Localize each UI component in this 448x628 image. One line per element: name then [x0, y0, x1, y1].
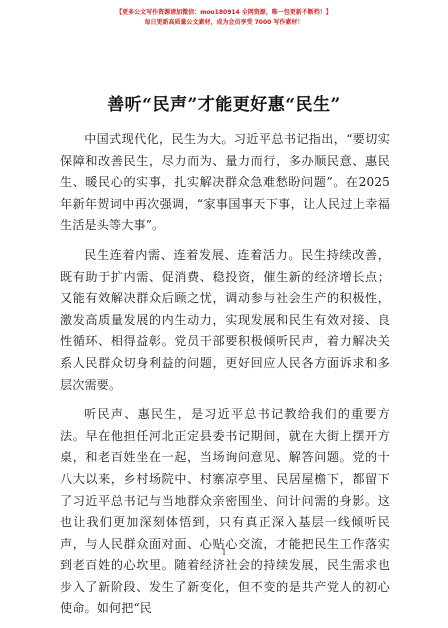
- page-number: 1: [221, 548, 227, 557]
- promo-banner-line-1: 【更多公文写作资源请加微信：moo180914 全网资源，唯一包更新不断档！】: [116, 9, 332, 16]
- paragraph: 中国式现代化，民生为大。习近平总书记指出，“要切实保障和改善民生，尽力而为、量力而行，多办顺民意、惠民生、暖民心的实事，扎实解决群众急难愁盼问题”。在2025年新年贺词中再次强调，“家事国事天下事，让人民过上幸福生活是头等大事”。: [60, 132, 390, 233]
- paragraph: 听民声、惠民生，是习近平总书记教给我们的重要方法。早在他担任河北正定县委书记期间，就在大街上摆开方桌，和老百姓坐在一起，当场询问意见、解答问题。党的十八大以来，乡村场院中、村寨凉亭里、民居屋檐下，都留下了习近平总书记与当地群众亲密围坐、问计问需的身影。这也让我们更加深刻体悟到，只有真正深入基层一线倾听民声，与人民群众面对面、心贴心交流，才能把民生工作落实到老百姓的心坎里。随着经济社会的持续发展，民生需求也步入了新阶段、发生了新变化，但不变的是共产党人的初心使命。如何把“民: [60, 407, 390, 616]
- document-title: 善听“民声”才能更好惠“民生”: [107, 95, 341, 115]
- promo-banner: [0, 8, 448, 28]
- promo-banner-line-2: 每日更新高质量公文素材，成为会员享受 7000 写作素材！: [144, 19, 304, 26]
- paragraph: 民生连着内需、连着发展、连着活力。民生持续改善，既有助于扩内需、促消费、稳投资，催生新的经济增长点；又能有效解决群众后顾之忧，调动参与社会生产的积极性，激发高质量发展的内生动力，实现发展和民生有效对接、良性循环、相得益彰。党员干部要积极倾听民声，着力解决关系人民群众切身利益的问题，更好回应人民各方面诉求和多层次需要。: [60, 247, 390, 392]
